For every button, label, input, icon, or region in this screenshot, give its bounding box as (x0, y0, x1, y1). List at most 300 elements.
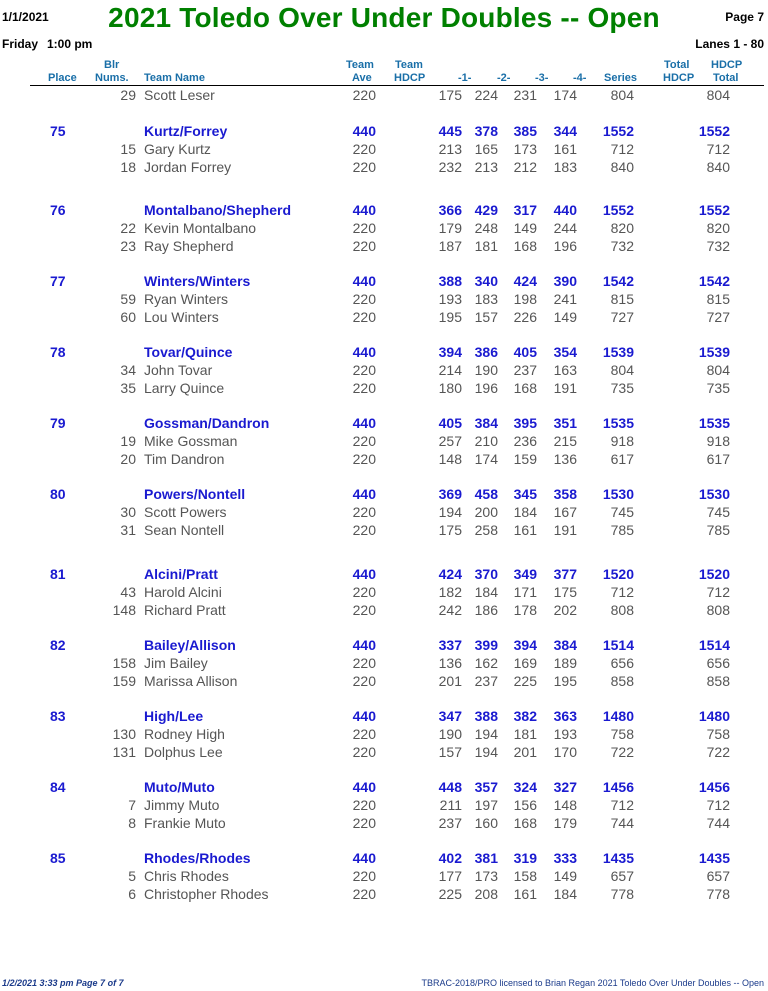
bowler-series: 804 (610, 362, 634, 378)
bowler-game-3: 201 (513, 744, 537, 760)
col-blr-top: Blr (104, 59, 120, 71)
team-name: Montalbano/Shepherd (144, 202, 291, 218)
team-game-3: 382 (513, 708, 537, 724)
bowler-game-3: 198 (513, 291, 537, 307)
bowler-game-4: 148 (553, 797, 577, 813)
bowler-number: 131 (112, 744, 136, 760)
team-game-1: 366 (438, 202, 462, 218)
team-game-1: 369 (438, 486, 462, 502)
bowler-game-1: 157 (438, 744, 462, 760)
bowler-game-2: 237 (474, 673, 498, 689)
team-series: 1530 (602, 486, 634, 502)
bowler-name: Frankie Muto (144, 815, 226, 831)
team-average: 440 (352, 273, 376, 289)
bowler-series: 712 (610, 584, 634, 600)
bowler-average: 220 (352, 815, 376, 831)
bowler-series: 808 (610, 602, 634, 618)
bowler-number: 6 (128, 886, 136, 902)
team-game-1: 394 (438, 344, 462, 360)
team-game-2: 458 (474, 486, 498, 502)
team-game-2: 381 (474, 850, 498, 866)
bowler-game-2: 190 (474, 362, 498, 378)
bowler-game-1: 257 (438, 433, 462, 449)
bowler-game-4: 191 (553, 380, 577, 396)
bowler-game-3: 226 (513, 309, 537, 325)
bowler-row (0, 308, 768, 326)
bowler-row (0, 140, 768, 158)
team-game-2: 340 (474, 273, 498, 289)
bowler-hdcp-total: 785 (706, 522, 730, 538)
bowler-number: 31 (120, 522, 136, 538)
bowler-game-4: 170 (553, 744, 577, 760)
team-game-3: 317 (513, 202, 537, 218)
bowler-hdcp-total: 840 (706, 159, 730, 175)
bowler-name: Ray Shepherd (144, 238, 234, 254)
col-series: Series (604, 72, 638, 84)
bowler-hdcp-total: 804 (706, 87, 730, 103)
bowler-series: 840 (610, 159, 634, 175)
bowler-average: 220 (352, 584, 376, 600)
bowler-average: 220 (352, 362, 376, 378)
bowler-game-1: 179 (438, 220, 462, 236)
bowler-series: 778 (610, 886, 634, 902)
team-average: 440 (352, 850, 376, 866)
team-block (0, 636, 768, 690)
team-average: 440 (352, 344, 376, 360)
bowler-hdcp-total: 712 (706, 797, 730, 813)
bowler-row (0, 219, 768, 237)
team-name: Powers/Nontell (144, 486, 246, 502)
bowler-hdcp-total: 804 (706, 362, 730, 378)
bowler-hdcp-total: 712 (706, 584, 730, 600)
bowler-average: 220 (352, 159, 376, 175)
bowler-row (0, 885, 768, 903)
bowler-average: 220 (352, 602, 376, 618)
bowler-number: 130 (112, 726, 136, 742)
team-average: 440 (352, 123, 376, 139)
team-game-3: 324 (513, 779, 537, 795)
col-game-4: -4- (573, 72, 587, 84)
team-block (0, 343, 768, 397)
team-hdcp-total: 1552 (698, 202, 730, 218)
bowler-series: 918 (610, 433, 634, 449)
bowler-game-2: 183 (474, 291, 498, 307)
col-game-3: -3- (535, 72, 549, 84)
bowler-row (0, 158, 768, 176)
bowler-number: 30 (120, 504, 136, 520)
col-game-1: -1- (458, 72, 472, 84)
team-game-4: 384 (553, 637, 577, 653)
col-game-2: -2- (497, 72, 511, 84)
bowler-series: 744 (610, 815, 634, 831)
bowler-game-4: 163 (553, 362, 577, 378)
col-hdcp-total-bottom: Total (713, 72, 739, 84)
report-title: 2021 Toledo Over Under Doubles -- Open (108, 2, 660, 33)
team-game-2: 370 (474, 566, 498, 582)
team-block (0, 272, 768, 326)
bowler-series: 656 (610, 655, 634, 671)
team-game-1: 347 (438, 708, 462, 724)
bowler-game-4: 196 (553, 238, 577, 254)
bowler-game-2: 196 (474, 380, 498, 396)
team-game-2: 357 (474, 779, 498, 795)
bowler-game-2: 248 (474, 220, 498, 236)
bowler-game-4: 149 (553, 868, 577, 884)
team-place: 82 (50, 637, 66, 653)
team-name: Muto/Muto (144, 779, 215, 795)
bowler-game-3: 161 (513, 886, 537, 902)
team-hdcp-total: 1539 (698, 344, 730, 360)
team-block (0, 778, 768, 832)
bowler-hdcp-total: 745 (706, 504, 730, 520)
col-total-hdcp-top: Total (664, 59, 690, 71)
standings-list (0, 86, 768, 903)
team-name: Rhodes/Rhodes (144, 850, 251, 866)
bowler-number: 15 (120, 141, 136, 157)
team-block (0, 122, 768, 176)
team-game-3: 345 (513, 486, 537, 502)
bowler-number: 60 (120, 309, 136, 325)
bowler-name: Kevin Montalbano (144, 220, 257, 236)
col-blr-bottom: Nums. (95, 72, 129, 84)
bowler-average: 220 (352, 522, 376, 538)
team-row (0, 778, 768, 796)
bowler-average: 220 (352, 433, 376, 449)
bowler-number: 22 (120, 220, 136, 236)
bowler-hdcp-total: 758 (706, 726, 730, 742)
team-series: 1542 (602, 273, 634, 289)
bowler-series: 722 (610, 744, 634, 760)
team-game-4: 377 (553, 566, 577, 582)
bowler-series: 820 (610, 220, 634, 236)
bowler-name: Richard Pratt (144, 602, 226, 618)
bowler-game-3: 169 (513, 655, 537, 671)
bowler-row (0, 601, 768, 619)
continued-block (0, 86, 768, 104)
bowler-game-4: 202 (553, 602, 577, 618)
bowler-series: 732 (610, 238, 634, 254)
bowler-game-3: 168 (513, 380, 537, 396)
footer-license: TBRAC-2018/PRO licensed to Brian Regan 2021 Toledo Over Under Doubles -- Open (421, 978, 764, 988)
team-series: 1552 (602, 202, 634, 218)
team-game-1: 445 (438, 123, 462, 139)
team-hdcp-total: 1535 (698, 415, 730, 431)
team-game-4: 354 (553, 344, 577, 360)
bowler-number: 43 (120, 584, 136, 600)
bowler-game-1: 180 (438, 380, 462, 396)
team-series: 1552 (602, 123, 634, 139)
bowler-game-4: 183 (553, 159, 577, 175)
bowler-name: Harold Alcini (144, 584, 222, 600)
bowler-game-4: 175 (553, 584, 577, 600)
col-team-hdcp-bottom: HDCP (394, 72, 426, 84)
bowler-game-2: 174 (474, 451, 498, 467)
team-game-1: 448 (438, 779, 462, 795)
col-team-hdcp-top: Team (395, 59, 423, 71)
bowler-game-4: 241 (553, 291, 577, 307)
team-game-3: 385 (513, 123, 537, 139)
bowler-name: Gary Kurtz (144, 141, 211, 157)
team-game-3: 395 (513, 415, 537, 431)
team-series: 1514 (602, 637, 634, 653)
bowler-game-3: 237 (513, 362, 537, 378)
team-game-1: 405 (438, 415, 462, 431)
team-place: 85 (50, 850, 66, 866)
bowler-hdcp-total: 820 (706, 220, 730, 236)
team-average: 440 (352, 415, 376, 431)
bowler-row (0, 796, 768, 814)
bowler-game-1: 182 (438, 584, 462, 600)
bowler-name: Mike Gossman (144, 433, 238, 449)
bowler-game-3: 158 (513, 868, 537, 884)
team-place: 77 (50, 273, 66, 289)
team-row (0, 707, 768, 725)
bowler-game-2: 157 (474, 309, 498, 325)
bowler-hdcp-total: 712 (706, 141, 730, 157)
bowler-hdcp-total: 778 (706, 886, 730, 902)
team-hdcp-total: 1456 (698, 779, 730, 795)
bowler-average: 220 (352, 655, 376, 671)
team-series: 1535 (602, 415, 634, 431)
team-row (0, 565, 768, 583)
team-game-3: 349 (513, 566, 537, 582)
bowler-name: John Tovar (144, 362, 213, 378)
bowler-series: 858 (610, 673, 634, 689)
team-block (0, 565, 768, 619)
team-row (0, 201, 768, 219)
team-row (0, 414, 768, 432)
bowler-average: 220 (352, 726, 376, 742)
col-team-name: Team Name (144, 72, 205, 84)
bowler-game-2: 213 (474, 159, 498, 175)
bowler-name: Jimmy Muto (144, 797, 220, 813)
footer-timestamp: 1/2/2021 3:33 pm Page 7 of 7 (2, 978, 124, 988)
bowler-row (0, 379, 768, 397)
bowler-row (0, 361, 768, 379)
bowler-number: 29 (120, 87, 136, 103)
bowler-row (0, 867, 768, 885)
team-block (0, 849, 768, 903)
col-team-ave-bottom: Ave (352, 72, 372, 84)
team-game-2: 386 (474, 344, 498, 360)
bowler-average: 220 (352, 238, 376, 254)
column-header (0, 58, 768, 86)
bowler-game-4: 184 (553, 886, 577, 902)
team-hdcp-total: 1542 (698, 273, 730, 289)
bowler-average: 220 (352, 291, 376, 307)
team-game-4: 358 (553, 486, 577, 502)
team-game-1: 402 (438, 850, 462, 866)
bowler-number: 8 (128, 815, 136, 831)
team-hdcp-total: 1435 (698, 850, 730, 866)
team-series: 1480 (602, 708, 634, 724)
team-game-4: 390 (553, 273, 577, 289)
team-name: Winters/Winters (144, 273, 251, 289)
bowler-game-2: 186 (474, 602, 498, 618)
bowler-name: Marissa Allison (144, 673, 238, 689)
bowler-game-1: 175 (438, 522, 462, 538)
bowler-series: 785 (610, 522, 634, 538)
team-game-3: 394 (513, 637, 537, 653)
bowler-game-2: 258 (474, 522, 498, 538)
bowler-series: 745 (610, 504, 634, 520)
bowler-name: Rodney High (144, 726, 225, 742)
team-name: Tovar/Quince (144, 344, 233, 360)
bowler-row (0, 503, 768, 521)
bowler-name: Jim Bailey (144, 655, 208, 671)
team-game-4: 440 (553, 202, 577, 218)
bowler-row (0, 743, 768, 761)
team-game-2: 378 (474, 123, 498, 139)
report-date: 1/1/2021 (2, 10, 49, 24)
team-game-1: 424 (438, 566, 462, 582)
team-average: 440 (352, 779, 376, 795)
bowler-hdcp-total: 732 (706, 238, 730, 254)
bowler-game-1: 232 (438, 159, 462, 175)
bowler-game-2: 165 (474, 141, 498, 157)
bowler-name: Jordan Forrey (144, 159, 232, 175)
bowler-number: 59 (120, 291, 136, 307)
bowler-average: 220 (352, 673, 376, 689)
team-row (0, 849, 768, 867)
bowler-game-1: 193 (438, 291, 462, 307)
bowler-hdcp-total: 735 (706, 380, 730, 396)
team-place: 80 (50, 486, 66, 502)
bowler-game-2: 208 (474, 886, 498, 902)
bowler-game-1: 237 (438, 815, 462, 831)
bowler-game-4: 179 (553, 815, 577, 831)
team-game-2: 388 (474, 708, 498, 724)
session-time: 1:00 pm (47, 37, 93, 51)
bowler-game-4: 189 (553, 655, 577, 671)
bowler-game-2: 194 (474, 726, 498, 742)
bowler-game-1: 211 (439, 797, 462, 813)
team-block (0, 707, 768, 761)
team-block (0, 414, 768, 468)
bowler-game-4: 191 (553, 522, 577, 538)
bowler-number: 23 (120, 238, 136, 254)
team-game-2: 399 (474, 637, 498, 653)
bowler-game-3: 178 (513, 602, 537, 618)
bowler-game-3: 173 (513, 141, 537, 157)
bowler-hdcp-total: 815 (706, 291, 730, 307)
team-average: 440 (352, 486, 376, 502)
team-name: High/Lee (144, 708, 204, 724)
bowler-game-4: 136 (553, 451, 577, 467)
team-game-2: 429 (474, 202, 498, 218)
team-place: 83 (50, 708, 66, 724)
col-total-hdcp-bottom: HDCP (663, 72, 695, 84)
bowler-game-1: 194 (438, 504, 462, 520)
bowler-average: 220 (352, 309, 376, 325)
bowler-game-4: 149 (553, 309, 577, 325)
team-average: 440 (352, 202, 376, 218)
team-game-4: 333 (553, 850, 577, 866)
team-hdcp-total: 1514 (698, 637, 730, 653)
bowler-hdcp-total: 744 (706, 815, 730, 831)
team-row (0, 485, 768, 503)
bowler-row (0, 521, 768, 539)
bowler-number: 20 (120, 451, 136, 467)
team-game-2: 384 (474, 415, 498, 431)
bowler-name: Dolphus Lee (144, 744, 223, 760)
bowler-game-2: 160 (474, 815, 498, 831)
team-hdcp-total: 1530 (698, 486, 730, 502)
bowler-game-2: 224 (474, 87, 498, 103)
bowler-game-4: 161 (553, 141, 577, 157)
bowler-row (0, 450, 768, 468)
team-game-1: 388 (438, 273, 462, 289)
team-row (0, 272, 768, 290)
bowler-game-4: 195 (553, 673, 577, 689)
team-game-1: 337 (438, 637, 462, 653)
bowler-game-4: 167 (553, 504, 577, 520)
bowler-game-2: 197 (474, 797, 498, 813)
bowler-series: 758 (610, 726, 634, 742)
bowler-game-3: 159 (513, 451, 537, 467)
bowler-row (0, 725, 768, 743)
team-average: 440 (352, 708, 376, 724)
bowler-number: 35 (120, 380, 136, 396)
lanes-range: Lanes 1 - 80 (695, 37, 764, 51)
bowler-game-3: 149 (513, 220, 537, 236)
bowler-game-1: 190 (438, 726, 462, 742)
bowler-name: Scott Leser (144, 87, 215, 103)
bowler-row (0, 654, 768, 672)
bowler-game-3: 225 (513, 673, 537, 689)
team-game-3: 319 (513, 850, 537, 866)
bowler-row (0, 672, 768, 690)
bowler-average: 220 (352, 886, 376, 902)
bowler-series: 712 (610, 797, 634, 813)
page-number: Page 7 (725, 10, 764, 24)
bowler-average: 220 (352, 87, 376, 103)
team-place: 75 (50, 123, 66, 139)
bowler-game-4: 215 (553, 433, 577, 449)
team-block (0, 201, 768, 255)
bowler-name: Sean Nontell (144, 522, 225, 538)
bowler-game-2: 173 (474, 868, 498, 884)
bowler-number: 34 (120, 362, 136, 378)
bowler-row (0, 432, 768, 450)
team-series: 1456 (602, 779, 634, 795)
team-place: 84 (50, 779, 66, 795)
bowler-row (0, 86, 768, 104)
team-game-3: 405 (513, 344, 537, 360)
team-game-4: 327 (553, 779, 577, 795)
col-team-ave-top: Team (346, 59, 374, 71)
bowler-name: Larry Quince (144, 380, 225, 396)
bowler-game-3: 231 (513, 87, 537, 103)
bowler-series: 617 (610, 451, 634, 467)
team-hdcp-total: 1552 (698, 123, 730, 139)
bowler-game-1: 225 (438, 886, 462, 902)
bowler-series: 804 (610, 87, 634, 103)
bowler-game-1: 214 (438, 362, 462, 378)
bowler-average: 220 (352, 744, 376, 760)
bowler-row (0, 814, 768, 832)
bowler-name: Christopher Rhodes (144, 886, 269, 902)
bowler-average: 220 (352, 220, 376, 236)
bowler-game-2: 200 (474, 504, 498, 520)
bowler-game-3: 184 (513, 504, 537, 520)
bowler-average: 220 (352, 504, 376, 520)
bowler-series: 735 (610, 380, 634, 396)
team-place: 79 (50, 415, 66, 431)
bowler-game-1: 175 (438, 87, 462, 103)
team-block (0, 485, 768, 539)
team-series: 1539 (602, 344, 634, 360)
